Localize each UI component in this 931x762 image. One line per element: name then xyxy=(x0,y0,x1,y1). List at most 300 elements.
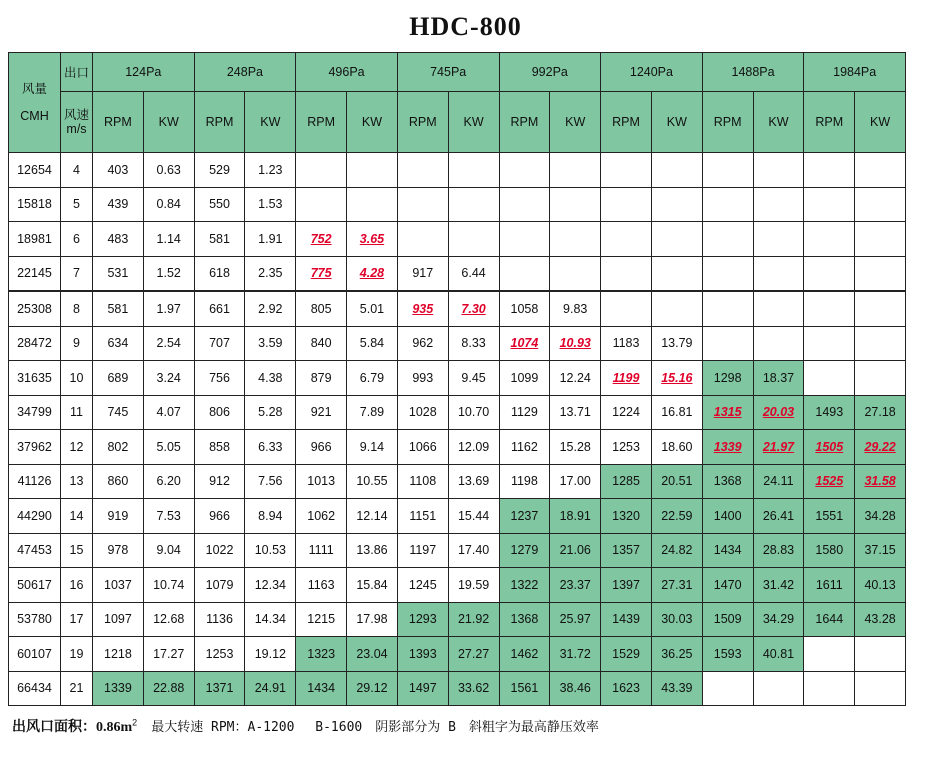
rpm-cell: 921 xyxy=(296,395,347,430)
rpm-cell: 860 xyxy=(93,464,144,499)
kw-cell xyxy=(347,187,398,222)
kw-cell: 16.81 xyxy=(651,395,702,430)
table-row xyxy=(9,361,906,396)
kw-cell xyxy=(753,153,804,188)
kw-cell xyxy=(651,222,702,257)
kw-header: KW xyxy=(651,92,702,153)
rpm-cell: 1623 xyxy=(601,671,652,706)
flow-cell: 53780 xyxy=(9,602,61,637)
rpm-cell: 531 xyxy=(93,256,144,291)
speed-cell: 10 xyxy=(61,361,93,396)
rpm-cell xyxy=(499,187,550,222)
kw-cell: 27.31 xyxy=(651,568,702,603)
rpm-header: RPM xyxy=(194,92,245,153)
rpm-cell: 1298 xyxy=(702,361,753,396)
kw-cell: 6.33 xyxy=(245,430,296,465)
rpm-cell: 1497 xyxy=(397,671,448,706)
rpm-cell: 756 xyxy=(194,361,245,396)
kw-cell xyxy=(855,637,906,672)
kw-cell: 8.94 xyxy=(245,499,296,534)
header-row-units xyxy=(9,92,906,153)
table-row xyxy=(9,187,906,222)
pressure-header: 496Pa xyxy=(296,53,398,92)
rpm-cell: 1439 xyxy=(601,602,652,637)
kw-cell: 37.15 xyxy=(855,533,906,568)
rpm-cell xyxy=(804,326,855,361)
kw-cell xyxy=(651,256,702,291)
flow-cell: 50617 xyxy=(9,568,61,603)
pressure-header: 1488Pa xyxy=(702,53,804,92)
kw-cell: 8.33 xyxy=(448,326,499,361)
rpm-cell: 1525 xyxy=(804,464,855,499)
kw-cell: 24.11 xyxy=(753,464,804,499)
kw-cell: 1.52 xyxy=(143,256,194,291)
rpm-cell: 1162 xyxy=(499,430,550,465)
kw-cell: 27.18 xyxy=(855,395,906,430)
rpm-cell xyxy=(804,187,855,222)
rpm-header: RPM xyxy=(296,92,347,153)
kw-cell: 9.45 xyxy=(448,361,499,396)
kw-cell: 27.27 xyxy=(448,637,499,672)
rpm-cell: 806 xyxy=(194,395,245,430)
kw-cell xyxy=(855,187,906,222)
outlet-area-value: 0.86m xyxy=(96,720,133,735)
rpm-cell: 550 xyxy=(194,187,245,222)
kw-cell xyxy=(550,187,601,222)
rpm-cell: 1470 xyxy=(702,568,753,603)
rpm-cell xyxy=(601,291,652,326)
rpm-cell: 1129 xyxy=(499,395,550,430)
kw-cell: 5.84 xyxy=(347,326,398,361)
kw-cell: 6.20 xyxy=(143,464,194,499)
rpm-cell: 1339 xyxy=(702,430,753,465)
speed-cell: 4 xyxy=(61,153,93,188)
flow-cell: 37962 xyxy=(9,430,61,465)
rpm-cell xyxy=(397,187,448,222)
rpm-cell: 1434 xyxy=(296,671,347,706)
kw-cell: 17.40 xyxy=(448,533,499,568)
rpm-cell: 1551 xyxy=(804,499,855,534)
kw-cell: 34.28 xyxy=(855,499,906,534)
kw-cell: 14.34 xyxy=(245,602,296,637)
table-row xyxy=(9,395,906,430)
rpm-cell: 1493 xyxy=(804,395,855,430)
kw-cell: 0.63 xyxy=(143,153,194,188)
rpm-cell xyxy=(397,153,448,188)
rpm-cell: 1368 xyxy=(702,464,753,499)
rpm-cell: 1062 xyxy=(296,499,347,534)
rpm-cell: 978 xyxy=(93,533,144,568)
rpm-cell: 1013 xyxy=(296,464,347,499)
header-row-pressure xyxy=(9,53,906,92)
speed-unit: m/s xyxy=(66,122,87,136)
kw-cell: 4.28 xyxy=(347,256,398,291)
kw-cell: 7.56 xyxy=(245,464,296,499)
kw-cell xyxy=(855,326,906,361)
rpm-cell: 1108 xyxy=(397,464,448,499)
rpm-cell: 1400 xyxy=(702,499,753,534)
rpm-cell: 1198 xyxy=(499,464,550,499)
rpm-cell xyxy=(499,153,550,188)
flow-cell: 12654 xyxy=(9,153,61,188)
kw-cell: 10.55 xyxy=(347,464,398,499)
rpm-cell: 962 xyxy=(397,326,448,361)
kw-cell: 26.41 xyxy=(753,499,804,534)
kw-cell: 12.68 xyxy=(143,602,194,637)
kw-cell: 2.35 xyxy=(245,256,296,291)
rpm-cell: 1611 xyxy=(804,568,855,603)
kw-cell: 1.53 xyxy=(245,187,296,222)
rpm-cell: 1099 xyxy=(499,361,550,396)
speed-cell: 17 xyxy=(61,602,93,637)
rpm-cell xyxy=(601,187,652,222)
rpm-cell: 581 xyxy=(194,222,245,257)
kw-cell: 1.23 xyxy=(245,153,296,188)
rpm-cell xyxy=(601,153,652,188)
kw-cell: 21.92 xyxy=(448,602,499,637)
kw-cell xyxy=(753,187,804,222)
table-row xyxy=(9,568,906,603)
rpm-header: RPM xyxy=(499,92,550,153)
kw-cell: 4.38 xyxy=(245,361,296,396)
rpm-cell: 1279 xyxy=(499,533,550,568)
rpm-cell: 1371 xyxy=(194,671,245,706)
speed-cell: 6 xyxy=(61,222,93,257)
kw-cell: 21.97 xyxy=(753,430,804,465)
flow-cell: 66434 xyxy=(9,671,61,706)
flow-cell: 31635 xyxy=(9,361,61,396)
rpm-cell: 1199 xyxy=(601,361,652,396)
kw-cell: 36.25 xyxy=(651,637,702,672)
speed-note: 最大转速 RPM：A-1200 B-1600 阴影部分为 B 斜粗字为最高静压效率 xyxy=(151,720,599,735)
table-row xyxy=(9,256,906,291)
kw-cell xyxy=(855,291,906,326)
flow-cell: 18981 xyxy=(9,222,61,257)
kw-cell: 15.16 xyxy=(651,361,702,396)
kw-cell: 40.81 xyxy=(753,637,804,672)
table-row xyxy=(9,464,906,499)
flow-cell: 25308 xyxy=(9,291,61,326)
kw-cell: 19.12 xyxy=(245,637,296,672)
rpm-cell: 1368 xyxy=(499,602,550,637)
speed-cell: 15 xyxy=(61,533,93,568)
rpm-cell xyxy=(702,222,753,257)
kw-cell xyxy=(753,291,804,326)
rpm-cell: 840 xyxy=(296,326,347,361)
kw-cell xyxy=(855,256,906,291)
speed-cell: 13 xyxy=(61,464,93,499)
rpm-cell xyxy=(702,187,753,222)
rpm-cell: 529 xyxy=(194,153,245,188)
kw-cell xyxy=(347,153,398,188)
kw-cell: 12.24 xyxy=(550,361,601,396)
kw-cell: 20.51 xyxy=(651,464,702,499)
rpm-cell: 707 xyxy=(194,326,245,361)
kw-cell xyxy=(448,187,499,222)
speed-cell: 14 xyxy=(61,499,93,534)
rpm-cell: 1561 xyxy=(499,671,550,706)
rpm-cell xyxy=(804,291,855,326)
rpm-cell: 1224 xyxy=(601,395,652,430)
kw-cell: 22.59 xyxy=(651,499,702,534)
rpm-cell: 1074 xyxy=(499,326,550,361)
rpm-cell: 1462 xyxy=(499,637,550,672)
kw-cell xyxy=(753,326,804,361)
speed-cell: 19 xyxy=(61,637,93,672)
rpm-cell: 912 xyxy=(194,464,245,499)
kw-cell: 7.53 xyxy=(143,499,194,534)
rpm-cell: 1315 xyxy=(702,395,753,430)
kw-cell: 19.59 xyxy=(448,568,499,603)
page-title: HDC-800 xyxy=(409,12,522,41)
kw-cell: 23.04 xyxy=(347,637,398,672)
pressure-header: 992Pa xyxy=(499,53,601,92)
outlet-header: 出口 xyxy=(61,53,93,92)
rpm-cell: 581 xyxy=(93,291,144,326)
rpm-cell: 1253 xyxy=(601,430,652,465)
kw-cell: 7.89 xyxy=(347,395,398,430)
rpm-cell: 1509 xyxy=(702,602,753,637)
kw-cell: 22.88 xyxy=(143,671,194,706)
kw-cell xyxy=(448,153,499,188)
kw-cell: 3.65 xyxy=(347,222,398,257)
kw-cell xyxy=(855,153,906,188)
kw-cell: 5.05 xyxy=(143,430,194,465)
table-row xyxy=(9,637,906,672)
rpm-cell xyxy=(804,361,855,396)
rpm-header: RPM xyxy=(702,92,753,153)
kw-cell: 33.62 xyxy=(448,671,499,706)
outlet-area-exponent: 2 xyxy=(132,717,138,728)
rpm-cell xyxy=(702,256,753,291)
kw-cell: 12.34 xyxy=(245,568,296,603)
kw-cell: 0.84 xyxy=(143,187,194,222)
rpm-cell xyxy=(296,187,347,222)
rpm-cell: 634 xyxy=(93,326,144,361)
table-row xyxy=(9,291,906,326)
kw-header: KW xyxy=(245,92,296,153)
rpm-header: RPM xyxy=(601,92,652,153)
rpm-cell: 689 xyxy=(93,361,144,396)
pressure-header: 124Pa xyxy=(93,53,195,92)
table-row xyxy=(9,533,906,568)
rpm-cell: 966 xyxy=(194,499,245,534)
rpm-cell: 1593 xyxy=(702,637,753,672)
kw-cell: 31.72 xyxy=(550,637,601,672)
rpm-cell: 439 xyxy=(93,187,144,222)
rpm-cell xyxy=(702,153,753,188)
rpm-cell: 1028 xyxy=(397,395,448,430)
kw-cell: 17.27 xyxy=(143,637,194,672)
rpm-cell: 403 xyxy=(93,153,144,188)
rpm-cell: 858 xyxy=(194,430,245,465)
kw-header: KW xyxy=(448,92,499,153)
flow-cell: 15818 xyxy=(9,187,61,222)
rpm-cell xyxy=(804,637,855,672)
kw-cell xyxy=(550,222,601,257)
rpm-cell: 745 xyxy=(93,395,144,430)
rpm-cell xyxy=(702,671,753,706)
rpm-header: RPM xyxy=(804,92,855,153)
flow-label: 风量 xyxy=(21,82,47,97)
rpm-cell: 1357 xyxy=(601,533,652,568)
kw-header: KW xyxy=(550,92,601,153)
speed-cell: 21 xyxy=(61,671,93,706)
rpm-cell xyxy=(601,222,652,257)
flow-cell: 41126 xyxy=(9,464,61,499)
kw-header: KW xyxy=(143,92,194,153)
table-row xyxy=(9,153,906,188)
rpm-cell: 1644 xyxy=(804,602,855,637)
rpm-cell: 1097 xyxy=(93,602,144,637)
kw-cell: 1.14 xyxy=(143,222,194,257)
kw-cell: 43.39 xyxy=(651,671,702,706)
kw-cell xyxy=(855,361,906,396)
rpm-cell: 1079 xyxy=(194,568,245,603)
kw-cell: 3.59 xyxy=(245,326,296,361)
kw-cell: 23.37 xyxy=(550,568,601,603)
pressure-header: 248Pa xyxy=(194,53,296,92)
kw-cell xyxy=(550,153,601,188)
kw-cell: 21.06 xyxy=(550,533,601,568)
rpm-cell: 993 xyxy=(397,361,448,396)
rpm-cell: 1245 xyxy=(397,568,448,603)
kw-cell: 18.60 xyxy=(651,430,702,465)
kw-cell: 29.22 xyxy=(855,430,906,465)
rpm-cell: 1197 xyxy=(397,533,448,568)
table-row xyxy=(9,499,906,534)
kw-cell: 5.01 xyxy=(347,291,398,326)
table-row xyxy=(9,671,906,706)
flow-header xyxy=(9,53,61,153)
speed-cell: 9 xyxy=(61,326,93,361)
kw-cell: 17.00 xyxy=(550,464,601,499)
rpm-cell: 1183 xyxy=(601,326,652,361)
table-row xyxy=(9,430,906,465)
rpm-cell: 805 xyxy=(296,291,347,326)
kw-cell xyxy=(651,291,702,326)
speed-header xyxy=(61,92,93,153)
kw-cell: 9.14 xyxy=(347,430,398,465)
kw-cell: 13.86 xyxy=(347,533,398,568)
flow-cell: 22145 xyxy=(9,256,61,291)
table-row xyxy=(9,602,906,637)
flow-cell: 44290 xyxy=(9,499,61,534)
speed-cell: 7 xyxy=(61,256,93,291)
kw-cell: 13.71 xyxy=(550,395,601,430)
rpm-cell: 1111 xyxy=(296,533,347,568)
rpm-cell: 1397 xyxy=(601,568,652,603)
rpm-cell: 1215 xyxy=(296,602,347,637)
rpm-cell xyxy=(804,153,855,188)
kw-cell: 18.37 xyxy=(753,361,804,396)
kw-cell: 5.28 xyxy=(245,395,296,430)
kw-cell: 43.28 xyxy=(855,602,906,637)
kw-header: KW xyxy=(753,92,804,153)
rpm-cell: 1022 xyxy=(194,533,245,568)
rpm-cell xyxy=(397,222,448,257)
flow-cell: 60107 xyxy=(9,637,61,672)
kw-cell xyxy=(753,256,804,291)
table-row xyxy=(9,326,906,361)
rpm-cell: 935 xyxy=(397,291,448,326)
rpm-cell: 752 xyxy=(296,222,347,257)
kw-cell: 3.24 xyxy=(143,361,194,396)
kw-cell: 17.98 xyxy=(347,602,398,637)
rpm-cell: 1434 xyxy=(702,533,753,568)
kw-cell: 6.44 xyxy=(448,256,499,291)
kw-cell xyxy=(550,256,601,291)
table-body xyxy=(9,153,906,706)
speed-cell: 16 xyxy=(61,568,93,603)
kw-header: KW xyxy=(855,92,906,153)
flow-cell: 28472 xyxy=(9,326,61,361)
speed-cell: 8 xyxy=(61,291,93,326)
rpm-cell: 1037 xyxy=(93,568,144,603)
rpm-cell: 802 xyxy=(93,430,144,465)
rpm-cell: 661 xyxy=(194,291,245,326)
kw-cell: 1.91 xyxy=(245,222,296,257)
kw-cell: 40.13 xyxy=(855,568,906,603)
rpm-cell: 1393 xyxy=(397,637,448,672)
footer-note xyxy=(12,716,599,736)
kw-cell xyxy=(651,153,702,188)
kw-cell: 34.29 xyxy=(753,602,804,637)
kw-cell: 30.03 xyxy=(651,602,702,637)
kw-cell: 25.97 xyxy=(550,602,601,637)
kw-cell: 7.30 xyxy=(448,291,499,326)
speed-label: 风速 xyxy=(63,107,89,122)
rpm-cell: 919 xyxy=(93,499,144,534)
rpm-header: RPM xyxy=(397,92,448,153)
rpm-cell xyxy=(702,291,753,326)
rpm-cell: 1237 xyxy=(499,499,550,534)
kw-cell: 28.83 xyxy=(753,533,804,568)
kw-cell: 10.93 xyxy=(550,326,601,361)
kw-cell: 31.42 xyxy=(753,568,804,603)
flow-cell: 47453 xyxy=(9,533,61,568)
rpm-cell: 1505 xyxy=(804,430,855,465)
rpm-cell: 966 xyxy=(296,430,347,465)
performance-table xyxy=(8,52,906,706)
rpm-cell: 1151 xyxy=(397,499,448,534)
pressure-header: 1984Pa xyxy=(804,53,906,92)
kw-cell: 38.46 xyxy=(550,671,601,706)
speed-cell: 5 xyxy=(61,187,93,222)
rpm-cell xyxy=(499,222,550,257)
outlet-area-label: 出风口面积： xyxy=(12,718,96,734)
kw-cell: 20.03 xyxy=(753,395,804,430)
speed-cell: 11 xyxy=(61,395,93,430)
kw-cell xyxy=(855,222,906,257)
kw-cell: 15.84 xyxy=(347,568,398,603)
table-row xyxy=(9,222,906,257)
rpm-cell: 1066 xyxy=(397,430,448,465)
rpm-cell: 1253 xyxy=(194,637,245,672)
kw-cell: 6.79 xyxy=(347,361,398,396)
kw-cell: 13.79 xyxy=(651,326,702,361)
kw-cell: 18.91 xyxy=(550,499,601,534)
kw-cell: 13.69 xyxy=(448,464,499,499)
rpm-cell: 1529 xyxy=(601,637,652,672)
kw-cell xyxy=(448,222,499,257)
flow-unit: CMH xyxy=(20,108,49,123)
rpm-cell xyxy=(296,153,347,188)
rpm-cell: 775 xyxy=(296,256,347,291)
rpm-cell: 1339 xyxy=(93,671,144,706)
rpm-cell: 1285 xyxy=(601,464,652,499)
rpm-cell: 1058 xyxy=(499,291,550,326)
